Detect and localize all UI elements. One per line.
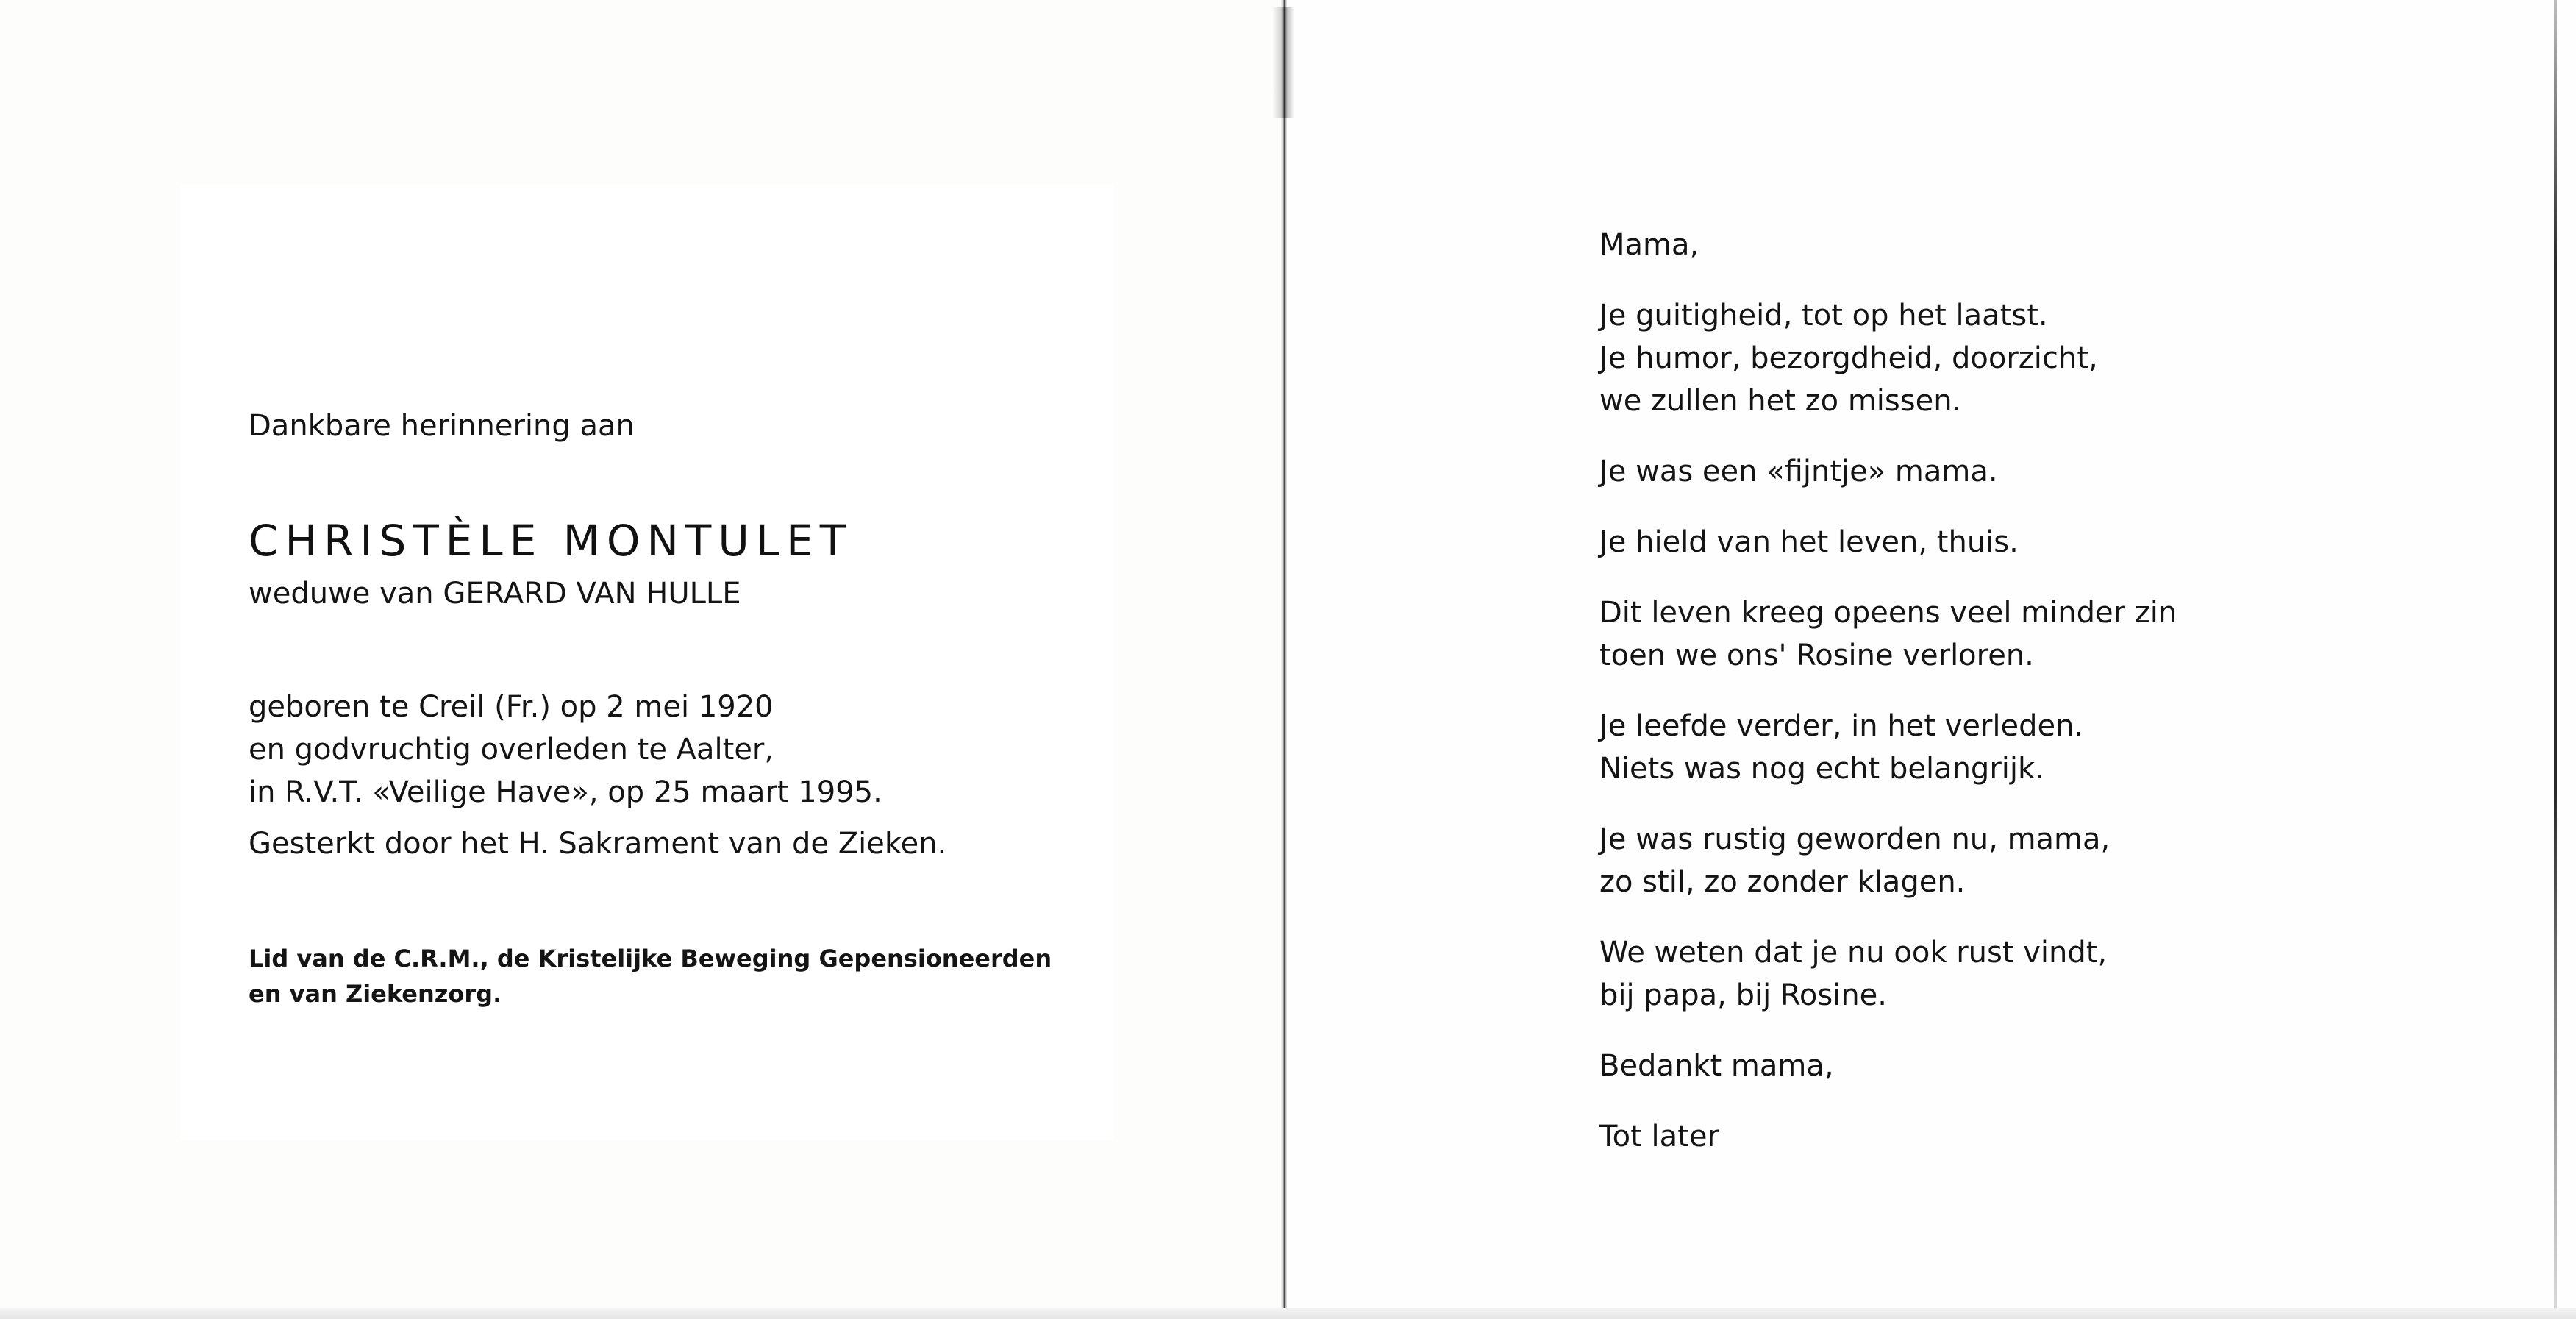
fold-shadow [1272, 7, 1294, 118]
left-page [0, 0, 1281, 1319]
death-place-text: in R.V.T. «Veilige Have», op 25 maart 1995. [249, 775, 882, 809]
card-right-edge [2554, 0, 2557, 1319]
poem-line: We weten dat je nu ook rust vindt, [1599, 936, 2108, 970]
poem-stanza [1599, 931, 2482, 1017]
poem-line: Tot later [1599, 1120, 1719, 1153]
poem-stanza [1599, 818, 2482, 903]
membership-text-line2: en van Ziekenzorg. [249, 980, 502, 1008]
death-text: en godvruchtig overleden te Aalter, [249, 733, 774, 767]
poem-line: Bedankt mama, [1599, 1049, 1834, 1083]
membership-text-line1: Lid van de C.R.M., de Kristelijke Beweging Gepensioneerden [249, 945, 1052, 973]
poem-stanza [1599, 1115, 2482, 1158]
poem-stanza [1599, 450, 2482, 493]
card-bottom-edge [0, 1308, 2576, 1319]
poem-line: Je hield van het leven, thuis. [1599, 525, 2019, 559]
poem-stanza [1599, 591, 2482, 677]
poem-line: zo stil, zo zonder klagen. [1599, 865, 1966, 899]
poem-line: Dit leven kreeg opeens veel minder zin [1599, 596, 2177, 630]
deceased-name: CHRISTÈLE MONTULET [249, 516, 853, 566]
poem-line: bij papa, bij Rosine. [1599, 978, 1887, 1012]
poem-line: Mama, [1599, 228, 1699, 262]
poem-line: Je humor, bezorgdheid, doorzicht, [1599, 341, 2098, 375]
poem [1599, 224, 2482, 1186]
card-fold [1281, 0, 1287, 1319]
birth-text: geboren te Creil (Fr.) op 2 mei 1920 [249, 690, 774, 724]
poem-stanza [1599, 1045, 2482, 1087]
poem-line: Niets was nog echt belangrijk. [1599, 752, 2044, 786]
poem-line: Je was een «fijntje» mama. [1599, 455, 1998, 488]
intro-text: Dankbare herinnering aan [249, 409, 635, 443]
widow-of-text: weduwe van GERARD VAN HULLE [249, 577, 741, 611]
poem-line: Je was rustig geworden nu, mama, [1599, 822, 2111, 856]
poem-stanza [1599, 521, 2482, 563]
poem-stanza [1599, 705, 2482, 790]
poem-stanza [1599, 294, 2482, 422]
poem-stanza [1599, 224, 2482, 266]
sacrament-text: Gesterkt door het H. Sakrament van de Zieken. [249, 827, 947, 861]
poem-line: we zullen het zo missen. [1599, 384, 1962, 418]
poem-line: Je guitigheid, tot op het laatst. [1599, 299, 2048, 333]
poem-line: Je leefde verder, in het verleden. [1599, 709, 2084, 743]
poem-line: toen we ons' Rosine verloren. [1599, 639, 2034, 672]
